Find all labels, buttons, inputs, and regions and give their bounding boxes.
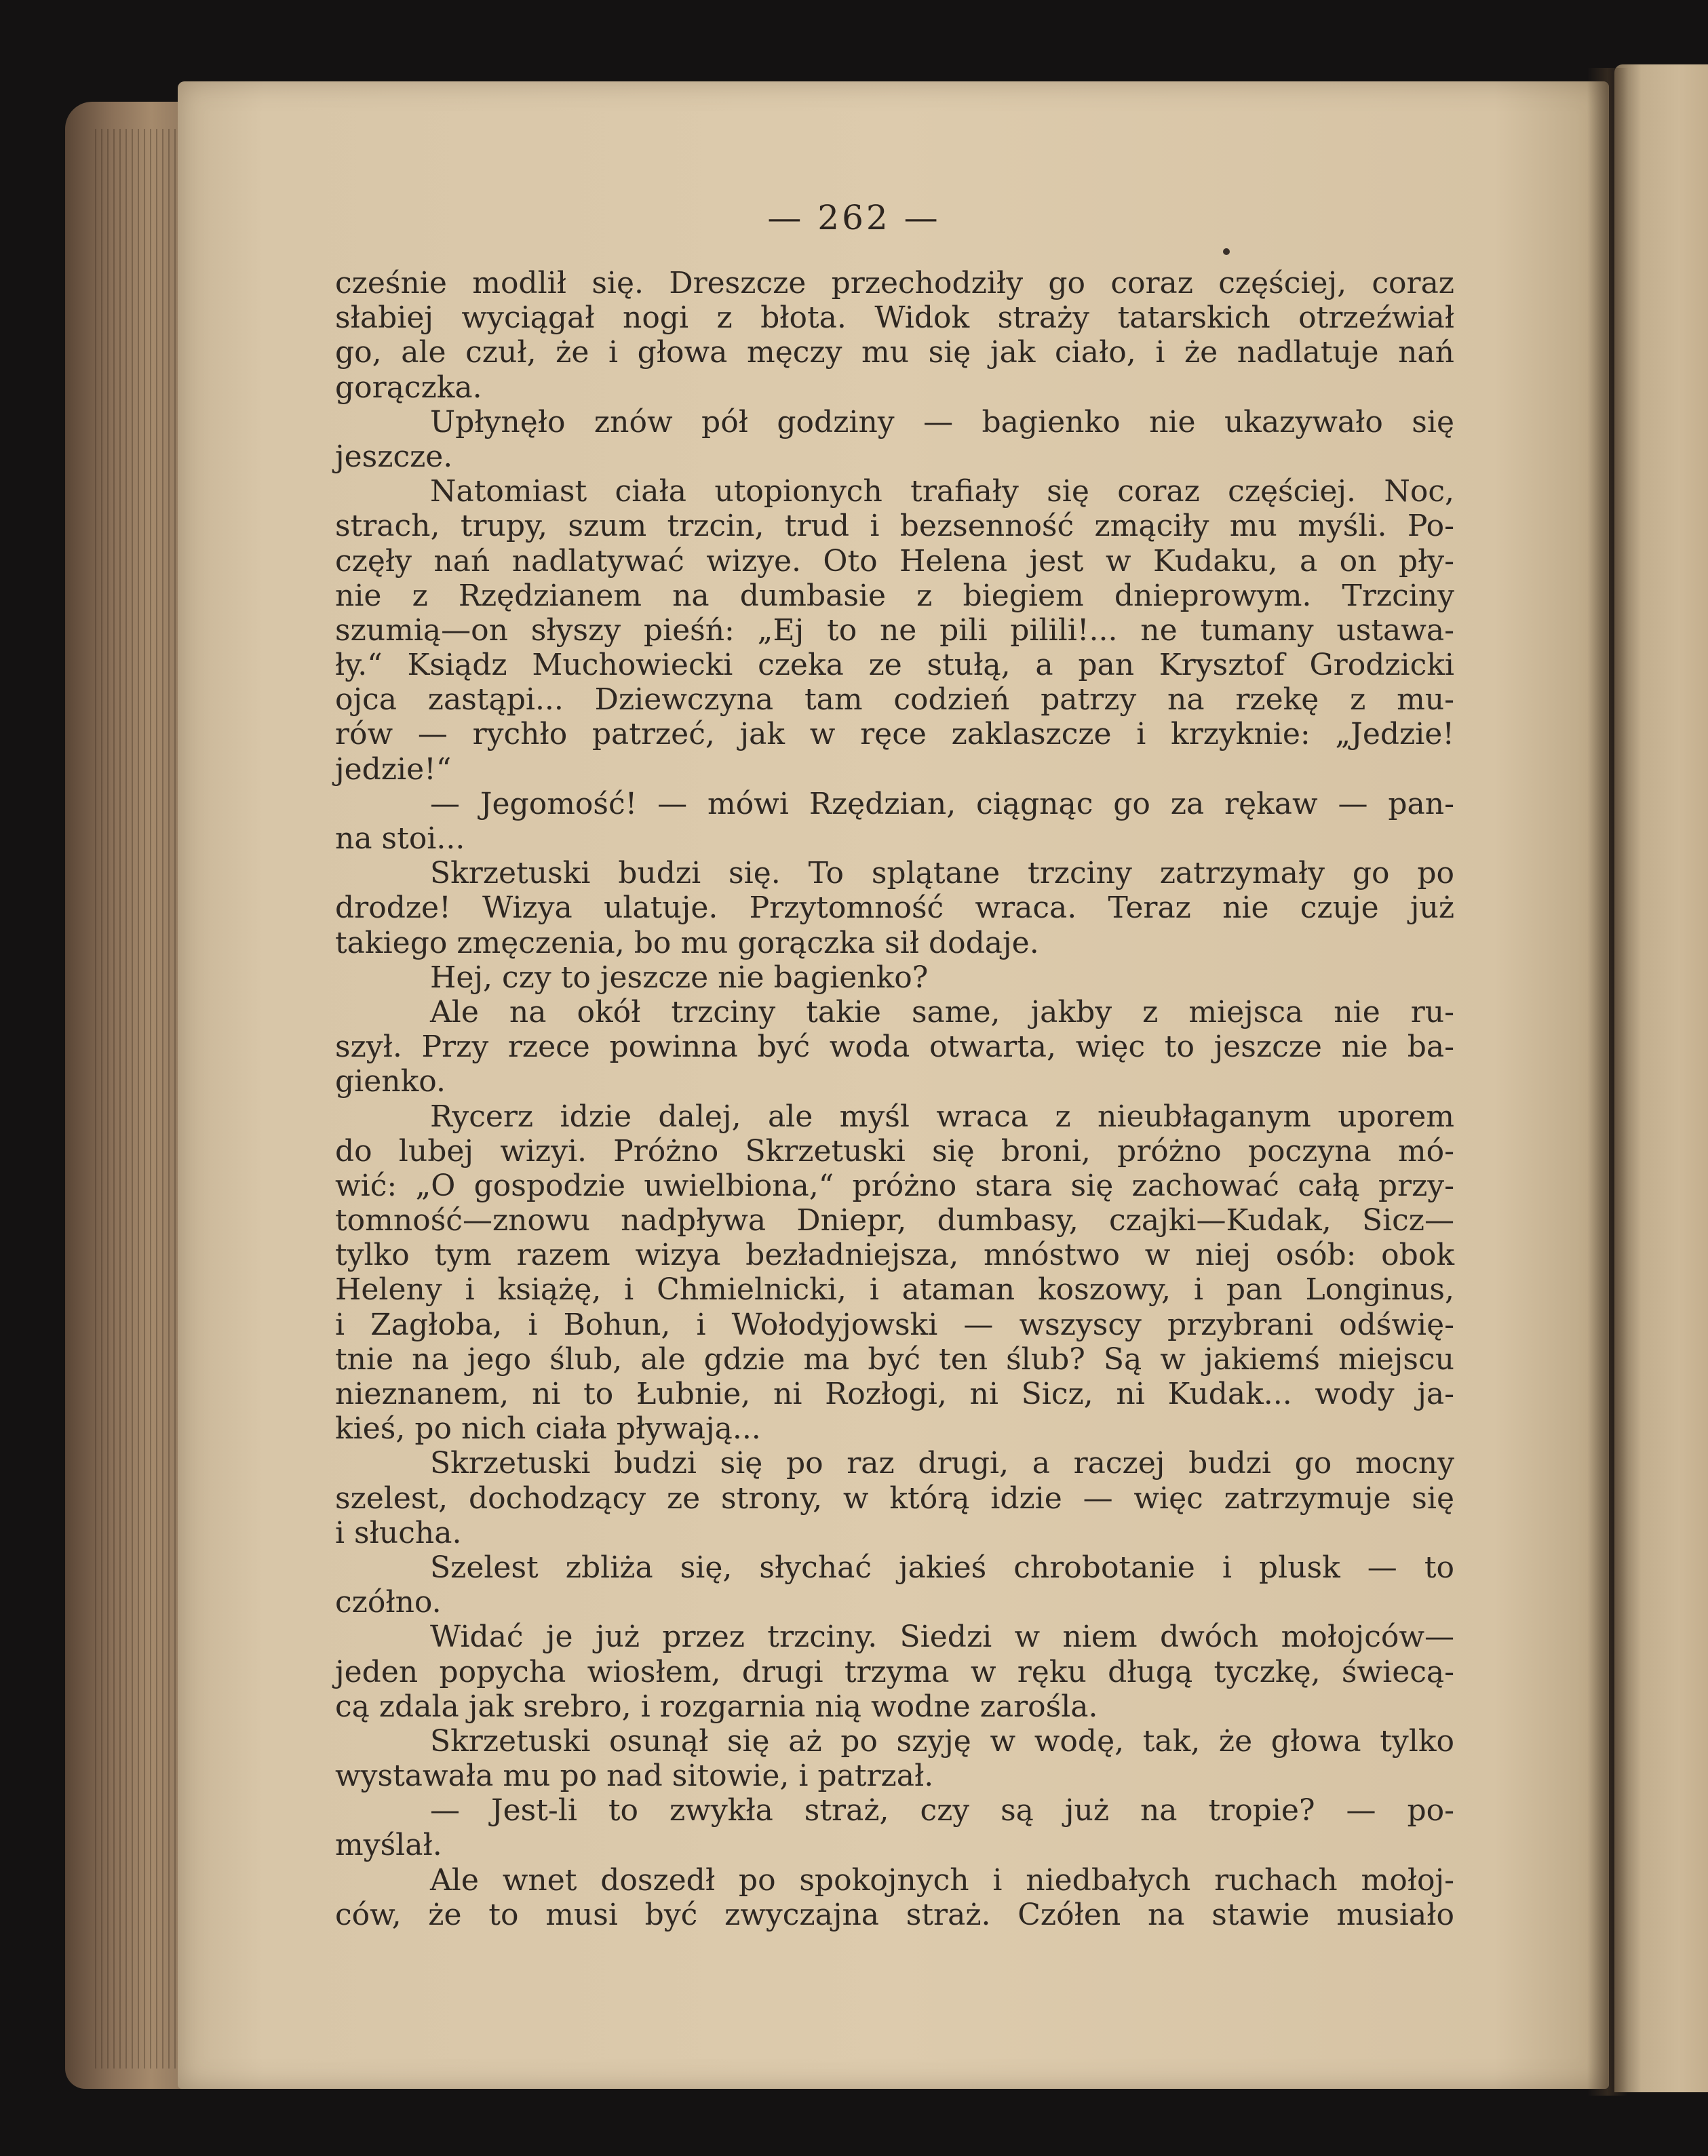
text-line: gorączka. bbox=[335, 370, 482, 405]
text-line: wić: „O gospodzie uwielbiona,“ próżno stara się zachować całą przy- bbox=[335, 1168, 1454, 1203]
text-line: rów — rychło patrzeć, jak w ręce zaklaszcze i krzyknie: „Jedzie! bbox=[335, 717, 1454, 752]
text-line: do lubej wizyi. Próżno Skrzetuski się broni, próżno poczyna mó- bbox=[335, 1133, 1454, 1169]
text-line: — Jegomość! — mówi Rzędzian, ciągnąc go za rękaw — pan- bbox=[430, 786, 1454, 821]
text-line: i słucha. bbox=[335, 1515, 462, 1550]
text-line: strach, trupy, szum trzcin, trud i bezsenność zmąciły mu myśli. Po- bbox=[335, 509, 1454, 544]
facing-page-edge bbox=[1614, 64, 1708, 2092]
text-line: jedzie!“ bbox=[335, 751, 452, 787]
ink-speck bbox=[1223, 248, 1230, 255]
book-gutter bbox=[1587, 68, 1628, 2096]
text-line: ojca zastąpi... Dziewczyna tam codzień patrzy na rzekę z mu- bbox=[335, 682, 1454, 718]
text-line: Szelest zbliża się, słychać jakieś chrobotanie i plusk — to bbox=[430, 1550, 1454, 1585]
text-line: Ale wnet doszedł po spokojnych i niedbałych ruchach mołoj- bbox=[430, 1862, 1454, 1898]
text-line: takiego zmęczenia, bo mu gorączka sił dodaje. bbox=[335, 925, 1039, 960]
text-line: częły nań nadlatywać wizye. Oto Helena jest w Kudaku, a on pły- bbox=[335, 543, 1454, 579]
text-line: słabiej wyciągał nogi z błota. Widok straży tatarskich otrzeźwiał bbox=[335, 300, 1454, 336]
text-line: szelest, dochodzący ze strony, w którą idzie — więc zatrzymuje się bbox=[335, 1481, 1454, 1516]
text-line: szył. Przy rzece powinna być woda otwarta, więc to jeszcze nie ba- bbox=[335, 1030, 1454, 1065]
text-line: ły.“ Ksiądz Muchowiecki czeka ze stułą, a pan Krysztof Grodzicki bbox=[335, 648, 1454, 683]
text-line: tnie na jego ślub, ale gdzie ma być ten ślub? Są w jakiemś miejscu bbox=[335, 1341, 1454, 1377]
text-line: Widać je już przez trzciny. Siedzi w niem dwóch mołojców— bbox=[430, 1620, 1454, 1655]
text-line: ców, że to musi być zwyczajna straż. Czółen na stawie musiało bbox=[335, 1897, 1454, 1932]
text-line: Upłynęło znów pół godziny — bagienko nie ukazywało się bbox=[430, 404, 1454, 439]
text-line: i Zagłoba, i Bohun, i Wołodyjowski — wszyscy przybrani odświę- bbox=[335, 1307, 1454, 1342]
text-line: szumią—on słyszy pieśń: „Ej to ne pili pilili!... ne tumany ustawa- bbox=[335, 612, 1454, 648]
text-line: jeden popycha wiosłem, drugi trzyma w ręku długą tyczkę, świecą- bbox=[335, 1654, 1454, 1689]
page-text bbox=[335, 266, 1454, 1932]
text-line: tylko tym razem wizya bezładniejsza, mnóstwo w niej osób: obok bbox=[335, 1238, 1454, 1273]
text-line: cą zdala jak srebro, i rozgarnia nią wodne zarośla. bbox=[335, 1689, 1098, 1724]
page-number: — 262 — bbox=[767, 198, 941, 237]
text-line: gienko. bbox=[335, 1064, 446, 1099]
text-line: go, ale czuł, że i głowa męczy mu się jak ciało, i że nadlatuje nań bbox=[335, 335, 1454, 370]
text-line: Natomiast ciała utopionych trafiały się coraz częściej. Noc, bbox=[430, 474, 1454, 509]
text-line: Skrzetuski budzi się. To splątane trzciny zatrzymały go po bbox=[430, 856, 1454, 891]
text-line: Rycerz idzie dalej, ale myśl wraca z nieubłaganym uporem bbox=[430, 1099, 1454, 1134]
text-line: — Jest-li to zwykła straż, czy są już na tropie? — po- bbox=[430, 1793, 1454, 1828]
text-line: kieś, po nich ciała pływają... bbox=[335, 1411, 761, 1447]
text-line: czółno. bbox=[335, 1585, 442, 1620]
text-line: nie z Rzędzianem na dumbasie z biegiem dnieprowym. Trzciny bbox=[335, 578, 1454, 613]
text-line: na stoi... bbox=[335, 821, 465, 856]
text-line: jeszcze. bbox=[335, 439, 453, 474]
text-line: Heleny i książę, i Chmielnicki, i ataman koszowy, i pan Longinus, bbox=[335, 1272, 1454, 1308]
text-line: cześnie modlił się. Dreszcze przechodziły go coraz częściej, coraz bbox=[335, 266, 1454, 300]
text-line: Skrzetuski budzi się po raz drugi, a raczej budzi go mocny bbox=[430, 1446, 1454, 1481]
text-line: drodze! Wizya ulatuje. Przytomność wraca. Teraz nie czuje już bbox=[335, 890, 1454, 926]
text-line: myślał. bbox=[335, 1828, 442, 1863]
text-line: Skrzetuski osunął się aż po szyję w wodę, tak, że głowa tylko bbox=[430, 1723, 1454, 1759]
text-line: wystawała mu po nad sitowie, i patrzał. bbox=[335, 1759, 934, 1794]
text-line: Ale na okół trzciny takie same, jakby z miejsca nie ru- bbox=[430, 994, 1454, 1030]
text-line: nieznanem, ni to Łubnie, ni Rozłogi, ni Sicz, ni Kudak... wody ja- bbox=[335, 1377, 1454, 1411]
text-line: tomność—znowu nadpływa Dniepr, dumbasy, czajki—Kudak, Sicz— bbox=[335, 1203, 1454, 1238]
text-line: Hej, czy to jeszcze nie bagienko? bbox=[430, 960, 929, 995]
